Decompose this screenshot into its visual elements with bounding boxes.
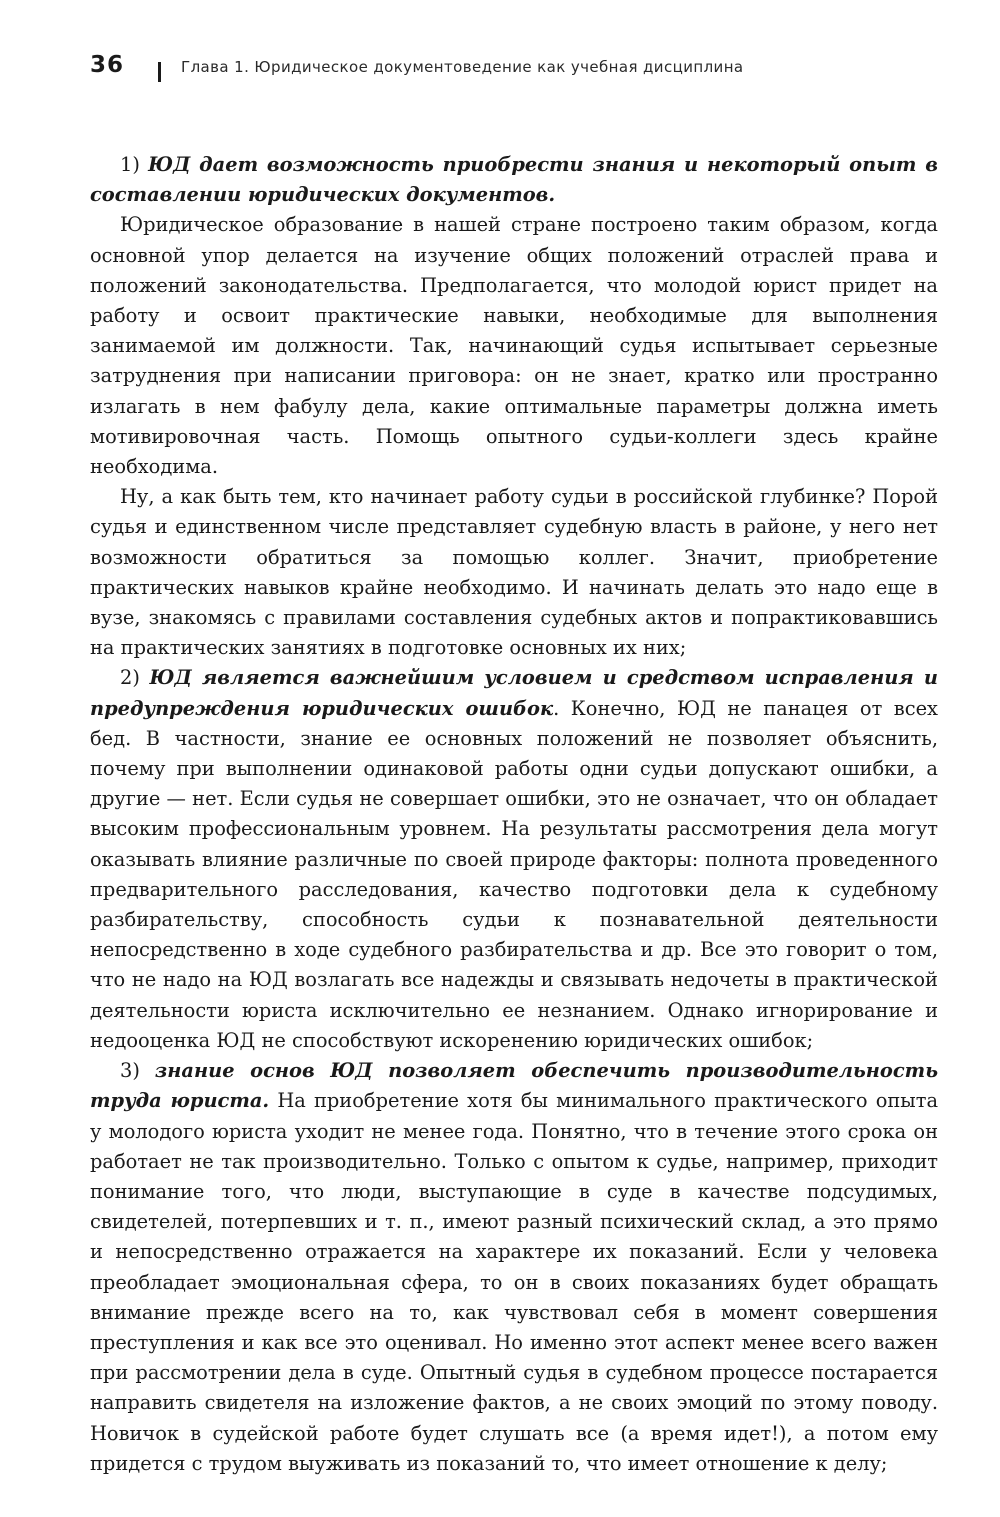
paragraph-text-4: . Конечно, ЮД не панацея от всех бед. В частности, знание ее основных положений не позволяет объяснить, почему при выполнении одинаковой работы одни судьи допускают ошибки, а другие — нет. Если судья не совершает ошибки, это не означает, что он обладает высоким профессиональным уровнем. На результаты рассмотрения дела могут оказывать влияние различные по своей природе факторы: полнота проведенного предварительного расследования, качество подготовки дела к судебному разбирательству, способность судьи к познавательной деятельности непосредственно в ходе судебного разбирательства и др. Все это говорит о том, что не надо на ЮД возлагать все надежды и связывать недочеты в практической деятельности юриста исключительно ее незнанием. Однако игнорирование и недооценка ЮД не способствуют искоренению юридических ошибок; [90,696,938,1052]
paragraph-1 [90,150,938,210]
emphasis-2: ЮД является важнейшим условием и средством исправления и предупреждения юридических ошибок [90,666,939,720]
paragraph-5 [90,1056,938,1479]
paragraph-4 [90,663,938,1056]
header-separator [158,62,161,82]
list-marker-3: 3) [120,1059,140,1083]
paragraph-2 [90,210,938,482]
page-number: 36 [90,52,125,78]
paragraph-3 [90,482,938,663]
paragraph-text-2: Юридическое образование в нашей стране построено таким образом, когда основной упор делается на изучение общих положений отраслей права и положений законодательства. Предполагается, что молодой юрист придет на работу и освоит практические навыки, необходимые для выполнения занимаемой им должности. Так, начинающий судья испытывает серьезные затруднения при написании приговора: он не знает, кратко или пространно излагать в нем фабулу дела, какие оптимальные параметры должна иметь мотивировочная часть. Помощь опытного судьи-коллеги здесь крайне необходима. [90,213,938,479]
emphasis-3: знание основ ЮД позволяет обеспечить производительность труда юриста. [90,1059,938,1113]
page-header [90,52,940,92]
list-marker-1: 1) [120,153,140,176]
paragraph-text-5: На приобретение хотя бы минимального практического опыта у молодого юриста уходит не менее года. Понятно, что в течение этого срока он работает не так производительно. Только с опытом к судье, например, приходит понимание того, что люди, выступающие в суде в качестве подсудимых, свидетелей, потерпевших и т. п., имеют разный психический склад, а это прямо и непосредственно отражается на характере их показаний. Если у человека преобладает эмоциональная сфера, то он в своих показаниях будет обращать внимание прежде всего на то, как чувствовал себя в момент совершения преступления и как все это оценивал. Но именно этот аспект менее всего важен при рассмотрении дела в суде. Опытный судья в судебном процессе постарается направить свидетеля на изложение фактов, а не своих эмоций по этому поводу. Новичок в судейской работе будет слушать все (а время идет!), а потом ему придется с трудом выуживать из показаний то, что имеет отношение к делу; [90,1089,939,1475]
main-text [90,150,938,1479]
emphasis-1: ЮД дает возможность приобрести знания и некоторый опыт в составлении юридических документов. [90,153,939,207]
running-title: Глава 1. Юридическое документоведение как учебная дисциплина [181,58,744,76]
list-marker-2: 2) [120,666,140,690]
paragraph-text-3: Ну, а как быть тем, кто начинает работу судьи в российской глубинке? Порой судья и единственном числе представляет судебную власть в районе, у него нет возможности обратиться за помощью коллег. Значит, приобретение практических навыков крайне необходимо. И начинать делать это надо еще в вузе, знакомясь с правилами составления судебных актов и попрактиковавшись на практических занятиях в подготовке основных их них; [90,485,938,660]
